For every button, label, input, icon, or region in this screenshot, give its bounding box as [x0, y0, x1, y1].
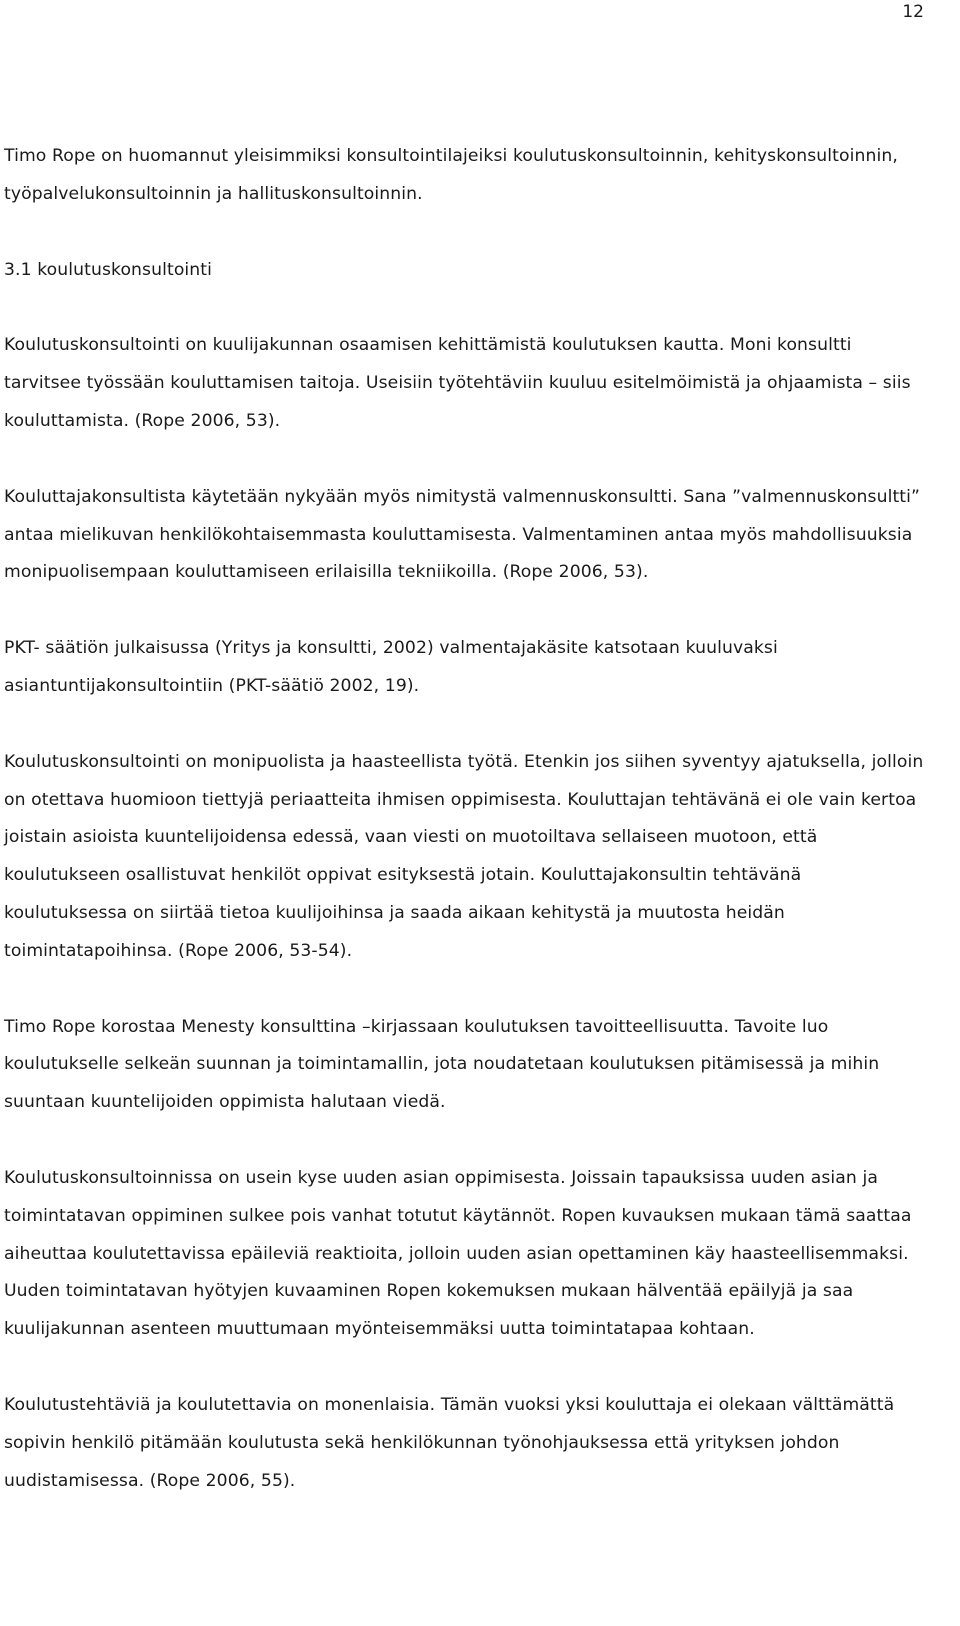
paragraph: Koulutuskonsultoinnissa on usein kyse uuden asian oppimisesta. Joissain tapauksissa uuden asian ja toimintatavan oppiminen sulkee pois vanhat totutut käytännöt. Ropen kuvauksen mukaan tämä saattaa aiheuttaa koulutettavissa epäileviä reaktioita, jolloin uuden asian opettaminen käy haasteellisemmaksi. Uuden toimintatavan hyötyjen kuvaaminen Ropen kokemuksen mukaan hälventää epäilyjä ja saa kuulijakunnan asenteen muuttumaan myönteisemmäksi uutta toimintatapaa kohtaan.: [4, 1167, 912, 1340]
paragraph: PKT- säätiön julkaisussa (Yritys ja konsultti, 2002) valmentajakäsite katsotaan kuuluvaksi asiantuntijakonsultointiin (PKT-säätiö 2002, 19).: [4, 638, 778, 696]
section-heading: 3.1 koulutuskonsultointi: [4, 259, 213, 280]
paragraph: Timo Rope korostaa Menesty konsulttina –kirjassaan koulutuksen tavoitteellisuutta. Tavoite luo koulutukselle selkeän suunnan ja toimintamallin, jota noudatetaan koulutuksen pitämisessä ja mihin suuntaan kuuntelijoiden oppimista halutaan viedä.: [4, 1016, 880, 1113]
paragraph: Koulutuskonsultointi on kuulijakunnan osaamisen kehittämistä koulutuksen kautta. Moni konsultti tarvitsee työssään kouluttamisen taitoja. Useisiin työtehtäviin kuuluu esitelmöimistä ja ohjaamista – siis kouluttamista. (Rope 2006, 53).: [4, 335, 911, 431]
page-number: 12: [902, 2, 924, 22]
paragraph: Koulutuskonsultointi on monipuolista ja haasteellista työtä. Etenkin jos siihen syventyy ajatuksella, jolloin on otettava huomioon tiettyjä periaatteita ihmisen oppimisesta. Kouluttajan tehtävänä ei ole vain kertoa joistain asioista kuuntelijoidensa edessä, vaan viesti on muotoiltava sellaiseen muotoon, että koulutukseen osallistuvat henkilöt oppivat esityksestä jotain. Kouluttajakonsultin tehtävänä koulutuksessa on siirtää tietoa kuulijoihinsa ja saada aikaan kehitystä ja muutosta heidän toimintatapoihinsa. (Rope 2006, 53-54).: [4, 751, 924, 961]
paragraph-intro: Timo Rope on huomannut yleisimmiksi konsultointilajeiksi koulutuskonsultoinnin, kehityskonsultoinnin, työpalvelukonsultoinnin ja hallituskonsultoinnin.: [4, 146, 898, 204]
document-body: [4, 138, 924, 1538]
paragraph: Koulutustehtäviä ja koulutettavia on monenlaisia. Tämän vuoksi yksi kouluttaja ei olekaan välttämättä sopivin henkilö pitämään koulutusta sekä henkilökunnan työnohjauksessa että yrityksen johdon uudistamisessa. (Rope 2006, 55).: [4, 1394, 895, 1491]
paragraph: Kouluttajakonsultista käytetään nykyään myös nimitystä valmennuskonsultti. Sana ”valmennuskonsultti” antaa mielikuvan henkilökohtaisemmasta kouluttamisesta. Valmentaminen antaa myös mahdollisuuksia monipuolisempaan kouluttamiseen erilaisilla tekniikoilla. (Rope 2006, 53).: [4, 486, 921, 583]
